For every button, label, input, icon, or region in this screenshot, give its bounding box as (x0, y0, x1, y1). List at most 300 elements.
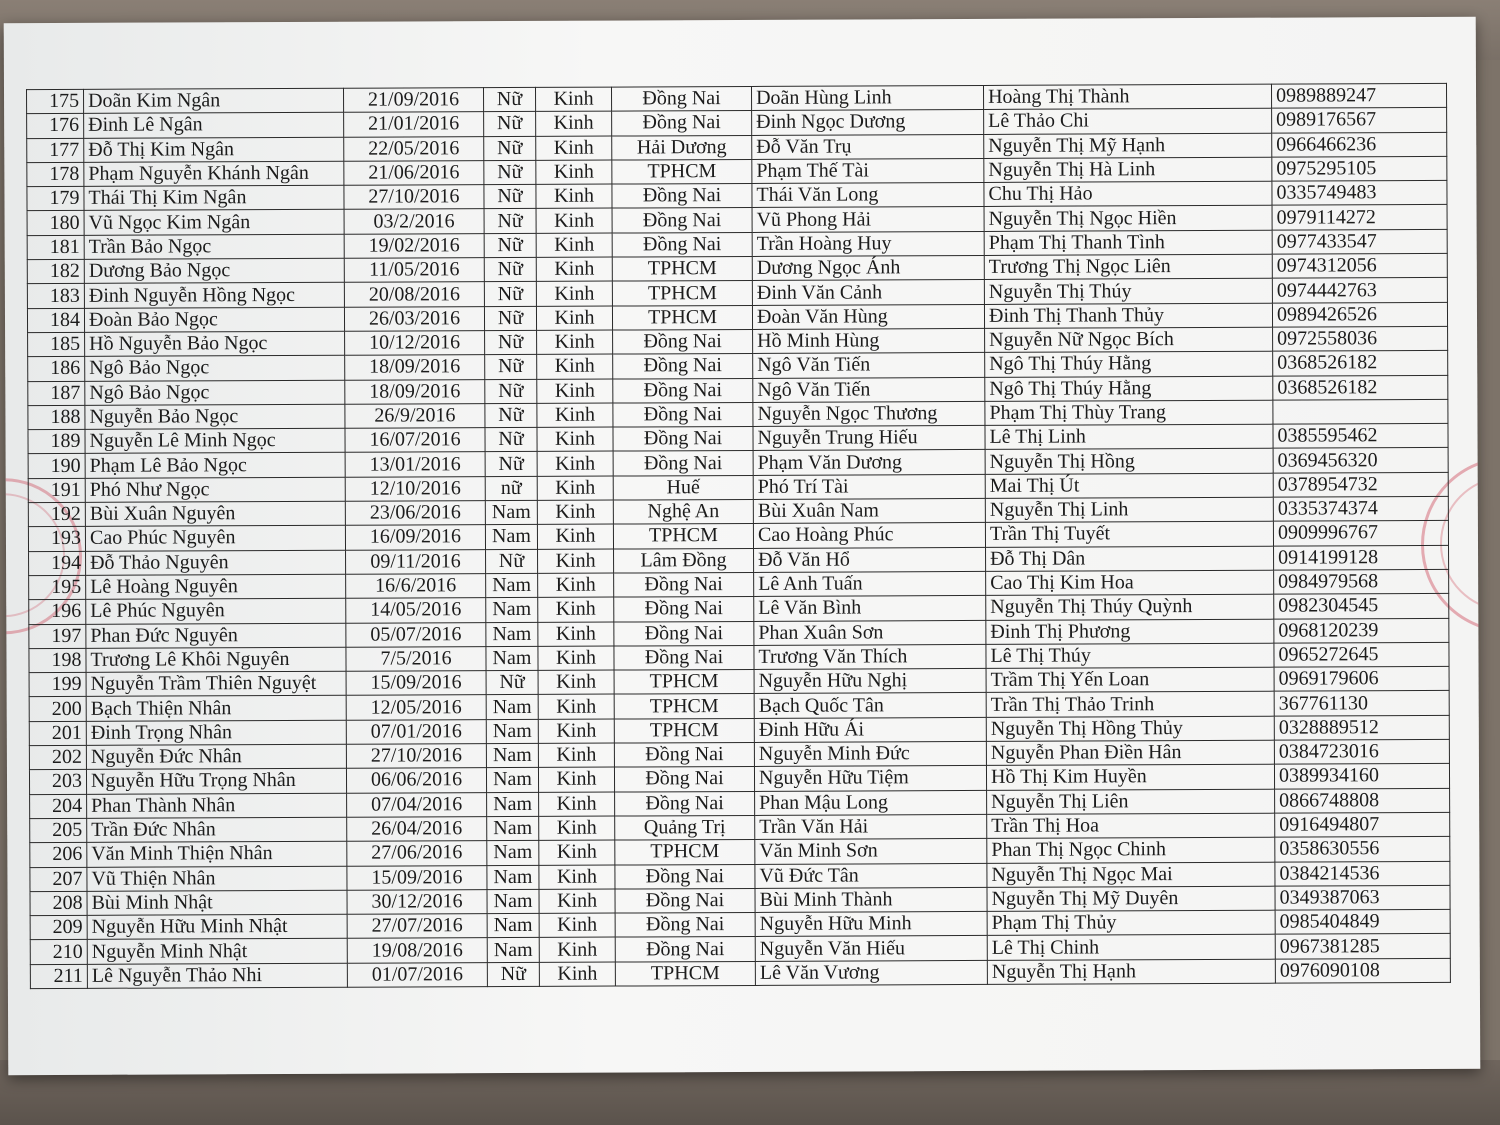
mother-name-cell: Nguyễn Thị Liên (987, 789, 1275, 815)
birthplace-cell: TPHCM (615, 840, 755, 865)
birthplace-cell: Đồng Nai (614, 597, 754, 622)
mother-name-cell: Nguyễn Thị Hạnh (987, 959, 1275, 985)
student-name-cell: Đỗ Thảo Nguyên (86, 550, 346, 575)
phone-number-cell: 0989426526 (1272, 302, 1447, 327)
phone-number-cell: 0916494807 (1275, 812, 1450, 837)
date-of-birth-cell: 18/09/2016 (345, 355, 485, 380)
father-name-cell: Lê Văn Bình (754, 596, 986, 621)
date-of-birth-cell: 12/10/2016 (345, 476, 485, 501)
mother-name-cell: Ngô Thị Thúy Hằng (985, 376, 1273, 402)
father-name-cell: Lê Anh Tuấn (754, 571, 986, 596)
birthplace-cell: Đồng Nai (613, 402, 753, 427)
father-name-cell: Đinh Văn Cảnh (752, 280, 984, 305)
mother-name-cell: Nguyễn Thị Hồng (985, 449, 1273, 475)
date-of-birth-cell: 19/02/2016 (344, 233, 484, 258)
gender-cell: Nam (487, 913, 539, 938)
date-of-birth-cell: 26/04/2016 (347, 817, 487, 842)
gender-cell: Nữ (484, 257, 536, 282)
ethnicity-cell: Kinh (538, 767, 614, 792)
date-of-birth-cell: 26/03/2016 (344, 306, 484, 331)
mother-name-cell: Nguyễn Thị Ngọc Mai (987, 862, 1275, 888)
father-name-cell: Đinh Ngọc Dương (752, 110, 984, 135)
student-name-cell: Nguyễn Bảo Ngọc (85, 404, 345, 429)
row-number-cell: 207 (30, 867, 87, 892)
student-name-cell: Đinh Lê Ngân (84, 113, 344, 138)
mother-name-cell: Lê Thị Thúy (986, 643, 1274, 669)
phone-number-cell: 0977433547 (1272, 229, 1447, 254)
father-name-cell: Bạch Quốc Tân (754, 693, 986, 718)
gender-cell: Nam (487, 792, 539, 817)
row-number-cell: 211 (30, 964, 87, 989)
birthplace-cell: Đồng Nai (614, 621, 754, 646)
date-of-birth-cell: 21/06/2016 (344, 161, 484, 186)
mother-name-cell: Nguyễn Thị Ngọc Hiền (984, 206, 1272, 232)
row-number-cell: 206 (30, 843, 87, 868)
birthplace-cell: Đồng Nai (612, 111, 752, 136)
mother-name-cell: Ngô Thị Thúy Hằng (985, 351, 1273, 377)
birthplace-cell: Đồng Nai (613, 329, 753, 354)
student-name-cell: Phan Đức Nguyên (86, 623, 346, 648)
father-name-cell: Trần Văn Hải (755, 814, 987, 839)
row-number-cell: 191 (28, 478, 85, 503)
student-name-cell: Bùi Xuân Nguyên (85, 501, 345, 526)
date-of-birth-cell: 27/10/2016 (344, 185, 484, 210)
student-name-cell: Bùi Minh Nhật (87, 890, 347, 915)
phone-number-cell: 0368526182 (1273, 351, 1448, 376)
mother-name-cell: Nguyễn Thị Hồng Thủy (986, 716, 1274, 742)
birthplace-cell: Đồng Nai (613, 354, 753, 379)
mother-name-cell: Lê Thị Linh (985, 424, 1273, 450)
gender-cell: Nam (486, 695, 538, 720)
gender-cell: Nữ (485, 330, 537, 355)
father-name-cell: Vũ Phong Hải (752, 207, 984, 232)
ethnicity-cell: Kinh (536, 257, 612, 282)
ethnicity-cell: Kinh (535, 87, 611, 112)
father-name-cell: Đỗ Văn Trụ (752, 134, 984, 159)
phone-number-cell: 0914199128 (1274, 545, 1449, 570)
gender-cell: Nữ (485, 403, 537, 428)
student-name-cell: Vũ Thiện Nhân (87, 866, 347, 891)
mother-name-cell: Trần Thị Hoa (987, 813, 1275, 839)
date-of-birth-cell: 12/05/2016 (346, 695, 486, 720)
mother-name-cell: Trần Thị Thảo Trinh (986, 692, 1274, 718)
date-of-birth-cell: 14/05/2016 (346, 598, 486, 623)
phone-number-cell: 0989176567 (1272, 108, 1447, 133)
birthplace-cell: Lâm Đồng (614, 548, 754, 573)
father-name-cell: Doãn Hùng Linh (751, 85, 983, 110)
mother-name-cell: Nguyễn Thị Mỹ Hạnh (984, 133, 1272, 159)
ethnicity-cell: Kinh (537, 524, 613, 549)
row-number-cell: 203 (29, 770, 86, 795)
mother-name-cell: Nguyễn Thị Mỹ Duyên (987, 886, 1275, 912)
ethnicity-cell: Kinh (539, 816, 615, 841)
phone-number-cell: 0368526182 (1273, 375, 1448, 400)
birthplace-cell: Nghệ An (613, 499, 753, 524)
row-number-cell: 202 (29, 745, 86, 770)
ethnicity-cell: Kinh (536, 184, 612, 209)
father-name-cell: Trương Văn Thích (754, 644, 986, 669)
student-name-cell: Văn Minh Thiện Nhân (87, 841, 347, 866)
gender-cell: Nữ (486, 549, 538, 574)
student-name-cell: Doãn Kim Ngân (84, 88, 344, 113)
phone-number-cell: 0982304545 (1274, 594, 1449, 619)
mother-name-cell: Trương Thị Ngọc Liên (984, 254, 1272, 280)
date-of-birth-cell: 30/12/2016 (347, 889, 487, 914)
student-roster-table (26, 83, 1451, 989)
birthplace-cell: Đồng Nai (613, 378, 753, 403)
mother-name-cell: Đỗ Thị Dân (986, 546, 1274, 572)
row-number-cell: 196 (29, 600, 86, 625)
mother-name-cell: Nguyễn Nữ Ngọc Bích (985, 327, 1273, 353)
gender-cell: Nam (485, 500, 537, 525)
mother-name-cell: Nguyễn Phan Điền Hân (986, 740, 1274, 766)
ethnicity-cell: Kinh (537, 500, 613, 525)
father-name-cell: Văn Minh Sơn (755, 839, 987, 864)
date-of-birth-cell: 07/01/2016 (346, 719, 486, 744)
gender-cell: Nam (487, 938, 539, 963)
row-number-cell: 209 (30, 915, 87, 940)
birthplace-cell: Đồng Nai (615, 791, 755, 816)
gender-cell: Nam (486, 622, 538, 647)
birthplace-cell: TPHCM (613, 524, 753, 549)
date-of-birth-cell: 22/05/2016 (344, 136, 484, 161)
row-number-cell: 197 (29, 624, 86, 649)
phone-number-cell: 0369456320 (1273, 448, 1448, 473)
student-name-cell: Đinh Trọng Nhân (86, 720, 346, 745)
date-of-birth-cell: 19/08/2016 (347, 938, 487, 963)
ethnicity-cell: Kinh (538, 694, 614, 719)
date-of-birth-cell: 23/06/2016 (345, 501, 485, 526)
gender-cell: Nữ (484, 282, 536, 307)
row-number-cell: 185 (28, 332, 85, 357)
birthplace-cell: TPHCM (614, 718, 754, 743)
row-number-cell: 208 (30, 891, 87, 916)
gender-cell: Nữ (484, 209, 536, 234)
student-name-cell: Phạm Lê Bảo Ngọc (85, 453, 345, 478)
ethnicity-cell: Kinh (536, 160, 612, 185)
father-name-cell: Nguyễn Văn Hiếu (755, 936, 987, 961)
phone-number-cell: 0349387063 (1275, 885, 1450, 910)
ethnicity-cell: Kinh (537, 379, 613, 404)
student-name-cell: Trần Bảo Ngọc (84, 234, 344, 259)
date-of-birth-cell: 15/09/2016 (346, 671, 486, 696)
student-name-cell: Dương Bảo Ngọc (84, 258, 344, 283)
father-name-cell: Lê Văn Vương (755, 960, 987, 985)
ethnicity-cell: Kinh (536, 233, 612, 258)
birthplace-cell: TPHCM (615, 961, 755, 986)
mother-name-cell: Phạm Thị Thủy (987, 910, 1275, 936)
student-name-cell: Ngô Bảo Ngọc (85, 380, 345, 405)
birthplace-cell: Đồng Nai (615, 888, 755, 913)
gender-cell: Nữ (485, 428, 537, 453)
phone-number-cell: 0967381285 (1275, 934, 1450, 959)
date-of-birth-cell: 06/06/2016 (346, 768, 486, 793)
ethnicity-cell: Kinh (539, 913, 615, 938)
birthplace-cell: TPHCM (614, 694, 754, 719)
father-name-cell: Ngô Văn Tiến (753, 353, 985, 378)
date-of-birth-cell: 21/09/2016 (343, 88, 483, 113)
phone-number-cell: 0968120239 (1274, 618, 1449, 643)
gender-cell: Nam (487, 816, 539, 841)
row-number-cell: 193 (28, 527, 85, 552)
row-number-cell: 176 (27, 114, 84, 139)
date-of-birth-cell: 10/12/2016 (345, 331, 485, 356)
phone-number-cell: 0866748808 (1275, 788, 1450, 813)
gender-cell: Nữ (487, 962, 539, 987)
ethnicity-cell: Kinh (538, 573, 614, 598)
row-number-cell: 182 (27, 259, 84, 284)
phone-number-cell: 0965272645 (1274, 642, 1449, 667)
student-name-cell: Phan Thành Nhân (87, 793, 347, 818)
date-of-birth-cell: 21/01/2016 (344, 112, 484, 137)
phone-number-cell: 0972558036 (1273, 326, 1448, 351)
gender-cell: Nam (486, 743, 538, 768)
birthplace-cell: Đồng Nai (612, 184, 752, 209)
mother-name-cell: Đinh Thị Thanh Thủy (984, 303, 1272, 329)
father-name-cell: Nguyễn Hữu Nghị (754, 669, 986, 694)
student-name-cell: Nguyễn Trầm Thiên Nguyệt (86, 671, 346, 696)
row-number-cell: 181 (27, 235, 84, 260)
row-number-cell: 189 (28, 430, 85, 455)
row-number-cell: 175 (27, 89, 84, 114)
father-name-cell: Trần Hoàng Huy (752, 231, 984, 256)
gender-cell: Nữ (484, 185, 536, 210)
student-name-cell: Phạm Nguyễn Khánh Ngân (84, 161, 344, 186)
student-name-cell: Đoàn Bảo Ngọc (84, 307, 344, 332)
student-name-cell: Lê Nguyễn Thảo Nhi (87, 963, 347, 988)
mother-name-cell: Cao Thị Kim Hoa (986, 570, 1274, 596)
phone-number-cell: 0389934160 (1274, 764, 1449, 789)
ethnicity-cell: Kinh (536, 136, 612, 161)
father-name-cell: Nguyễn Trung Hiếu (753, 426, 985, 451)
student-name-cell: Ngô Bảo Ngọc (85, 355, 345, 380)
father-name-cell: Nguyễn Ngọc Thương (753, 401, 985, 426)
phone-number-cell: 0966466236 (1272, 132, 1447, 157)
row-number-cell: 178 (27, 162, 84, 187)
mother-name-cell: Hồ Thị Kim Huyền (986, 764, 1274, 790)
birthplace-cell: TPHCM (612, 159, 752, 184)
mother-name-cell: Lê Thị Chinh (987, 935, 1275, 961)
father-name-cell: Phan Mậu Long (755, 790, 987, 815)
row-number-cell: 210 (30, 940, 87, 965)
date-of-birth-cell: 05/07/2016 (346, 622, 486, 647)
father-name-cell: Phạm Thế Tài (752, 158, 984, 183)
mother-name-cell: Hoàng Thị Thành (983, 84, 1271, 110)
birthplace-cell: Huế (613, 475, 753, 500)
gender-cell: Nữ (486, 671, 538, 696)
phone-number-cell: 0989889247 (1271, 83, 1446, 108)
student-name-cell: Hồ Nguyễn Bảo Ngọc (85, 331, 345, 356)
ethnicity-cell: Kinh (539, 962, 615, 987)
mother-name-cell: Đinh Thị Phương (986, 619, 1274, 645)
student-name-cell: Thái Thị Kim Ngân (84, 185, 344, 210)
gender-cell: Nam (487, 865, 539, 890)
phone-number-cell: 0328889512 (1274, 715, 1449, 740)
date-of-birth-cell: 18/09/2016 (345, 379, 485, 404)
gender-cell: Nam (486, 719, 538, 744)
father-name-cell: Thái Văn Long (752, 183, 984, 208)
phone-number-cell: 0384214536 (1275, 861, 1450, 886)
phone-number-cell: 0975295105 (1272, 156, 1447, 181)
ethnicity-cell: Kinh (537, 403, 613, 428)
mother-name-cell: Phạm Thị Thanh Tình (984, 230, 1272, 256)
birthplace-cell: Hải Dương (612, 135, 752, 160)
student-name-cell: Đỗ Thị Kim Ngân (84, 137, 344, 162)
phone-number-cell: 0335749483 (1272, 181, 1447, 206)
row-number-cell: 200 (29, 697, 86, 722)
mother-name-cell: Phạm Thị Thùy Trang (985, 400, 1273, 426)
birthplace-cell: Đồng Nai (613, 427, 753, 452)
ethnicity-cell: Kinh (536, 306, 612, 331)
row-number-cell: 195 (29, 575, 86, 600)
student-name-cell: Đinh Nguyễn Hồng Ngọc (84, 283, 344, 308)
date-of-birth-cell: 13/01/2016 (345, 452, 485, 477)
date-of-birth-cell: 07/04/2016 (347, 792, 487, 817)
birthplace-cell: TPHCM (612, 281, 752, 306)
birthplace-cell: Đồng Nai (611, 86, 751, 111)
mother-name-cell: Phan Thị Ngọc Chinh (987, 837, 1275, 863)
date-of-birth-cell: 27/07/2016 (347, 914, 487, 939)
roster-body (27, 83, 1451, 988)
row-number-cell: 190 (28, 454, 85, 479)
date-of-birth-cell: 16/6/2016 (346, 574, 486, 599)
gender-cell: Nam (485, 525, 537, 550)
gender-cell: Nữ (485, 452, 537, 477)
mother-name-cell: Trần Thị Tuyết (985, 522, 1273, 548)
phone-number-cell: 0385595462 (1273, 424, 1448, 449)
mother-name-cell: Trầm Thị Yến Loan (986, 667, 1274, 693)
birthplace-cell: Đồng Nai (613, 451, 753, 476)
father-name-cell: Nguyễn Minh Đức (754, 741, 986, 766)
phone-number-cell (1273, 399, 1448, 424)
phone-number-cell: 0979114272 (1272, 205, 1447, 230)
phone-number-cell: 0976090108 (1275, 958, 1450, 983)
birthplace-cell: TPHCM (612, 305, 752, 330)
phone-number-cell: 367761130 (1274, 691, 1449, 716)
gender-cell: Nữ (484, 233, 536, 258)
student-name-cell: Phó Như Ngọc (85, 477, 345, 502)
ethnicity-cell: Kinh (537, 452, 613, 477)
mother-name-cell: Chu Thị Hảo (984, 181, 1272, 207)
ethnicity-cell: Kinh (537, 427, 613, 452)
gender-cell: nữ (485, 476, 537, 501)
gender-cell: Nữ (485, 355, 537, 380)
gender-cell: Nữ (484, 136, 536, 161)
ethnicity-cell: Kinh (536, 209, 612, 234)
date-of-birth-cell: 11/05/2016 (344, 258, 484, 283)
ethnicity-cell: Kinh (538, 719, 614, 744)
mother-name-cell: Lê Thảo Chi (984, 108, 1272, 134)
row-number-cell: 194 (29, 551, 86, 576)
student-name-cell: Cao Phúc Nguyên (85, 526, 345, 551)
student-name-cell: Bạch Thiện Nhân (86, 696, 346, 721)
phone-number-cell: 0985404849 (1275, 910, 1450, 935)
student-name-cell: Lê Phúc Nguyên (86, 598, 346, 623)
student-name-cell: Nguyễn Đức Nhân (86, 744, 346, 769)
row-number-cell: 177 (27, 138, 84, 163)
gender-cell: Nữ (484, 112, 536, 137)
date-of-birth-cell: 27/06/2016 (347, 841, 487, 866)
ethnicity-cell: Kinh (539, 865, 615, 890)
phone-number-cell: 0384723016 (1274, 739, 1449, 764)
ethnicity-cell: Kinh (539, 792, 615, 817)
birthplace-cell: Đồng Nai (614, 742, 754, 767)
row-number-cell: 183 (27, 284, 84, 309)
father-name-cell: Cao Hoàng Phúc (753, 523, 985, 548)
father-name-cell: Hồ Minh Hùng (753, 328, 985, 353)
father-name-cell: Nguyễn Hữu Tiệm (754, 766, 986, 791)
birthplace-cell: Đồng Nai (612, 232, 752, 257)
student-name-cell: Vũ Ngọc Kim Ngân (84, 210, 344, 235)
mother-name-cell: Nguyễn Thị Thúy Quỳnh (986, 594, 1274, 620)
date-of-birth-cell: 26/9/2016 (345, 403, 485, 428)
father-name-cell: Phó Trí Tài (753, 474, 985, 499)
row-number-cell: 186 (28, 357, 85, 382)
ethnicity-cell: Kinh (539, 889, 615, 914)
birthplace-cell: Đồng Nai (615, 864, 755, 889)
birthplace-cell: Đồng Nai (614, 645, 754, 670)
row-number-cell: 184 (27, 308, 84, 333)
phone-number-cell: 0358630556 (1275, 837, 1450, 862)
student-name-cell: Nguyễn Lê Minh Ngọc (85, 428, 345, 453)
date-of-birth-cell: 03/2/2016 (344, 209, 484, 234)
ethnicity-cell: Kinh (538, 670, 614, 695)
father-name-cell: Ngô Văn Tiến (753, 377, 985, 402)
student-name-cell: Lê Hoàng Nguyên (86, 574, 346, 599)
ethnicity-cell: Kinh (537, 476, 613, 501)
father-name-cell: Đinh Hữu Ái (754, 717, 986, 742)
birthplace-cell: Đồng Nai (614, 767, 754, 792)
date-of-birth-cell: 01/07/2016 (347, 962, 487, 987)
phone-number-cell: 0974312056 (1272, 253, 1447, 278)
gender-cell: Nữ (484, 306, 536, 331)
ethnicity-cell: Kinh (538, 549, 614, 574)
ethnicity-cell: Kinh (539, 937, 615, 962)
row-number-cell: 187 (28, 381, 85, 406)
student-name-cell: Nguyễn Hữu Minh Nhật (87, 914, 347, 939)
student-name-cell: Trương Lê Khôi Nguyên (86, 647, 346, 672)
father-name-cell: Bùi Minh Thành (755, 887, 987, 912)
ethnicity-cell: Kinh (538, 743, 614, 768)
birthplace-cell: Đồng Nai (615, 937, 755, 962)
birthplace-cell: TPHCM (612, 257, 752, 282)
gender-cell: Nam (486, 646, 538, 671)
phone-number-cell: 0969179606 (1274, 667, 1449, 692)
birthplace-cell: Đồng Nai (615, 913, 755, 938)
mother-name-cell: Nguyễn Thị Thúy (984, 279, 1272, 305)
father-name-cell: Dương Ngọc Ánh (752, 256, 984, 281)
student-name-cell: Nguyễn Minh Nhật (87, 939, 347, 964)
ethnicity-cell: Kinh (538, 622, 614, 647)
row-number-cell: 204 (30, 794, 87, 819)
ethnicity-cell: Kinh (537, 354, 613, 379)
row-number-cell: 201 (29, 721, 86, 746)
ethnicity-cell: Kinh (538, 597, 614, 622)
gender-cell: Nam (486, 573, 538, 598)
phone-number-cell: 0974442763 (1272, 278, 1447, 303)
gender-cell: Nam (486, 598, 538, 623)
row-number-cell: 205 (30, 818, 87, 843)
gender-cell: Nam (487, 889, 539, 914)
date-of-birth-cell: 16/09/2016 (345, 525, 485, 550)
father-name-cell: Đỗ Văn Hổ (754, 547, 986, 572)
birthplace-cell: Đồng Nai (614, 572, 754, 597)
phone-number-cell: 0909996767 (1273, 521, 1448, 546)
mother-name-cell: Nguyễn Thị Linh (985, 497, 1273, 523)
row-number-cell: 199 (29, 672, 86, 697)
student-name-cell: Trần Đức Nhân (87, 817, 347, 842)
father-name-cell: Phan Xuân Sơn (754, 620, 986, 645)
